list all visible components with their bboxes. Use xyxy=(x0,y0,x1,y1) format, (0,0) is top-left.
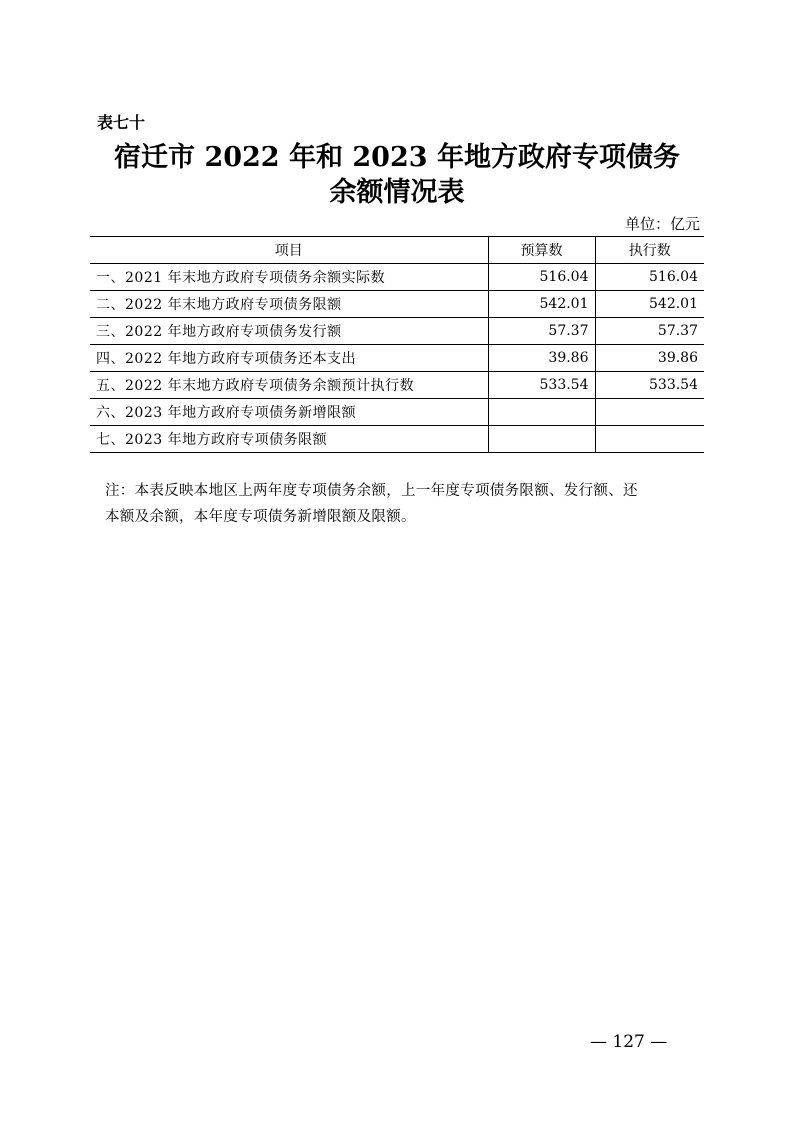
row-budget: 516.04 xyxy=(488,264,595,291)
row-actual: 57.37 xyxy=(595,318,704,345)
header-item: 项目 xyxy=(90,237,488,264)
row-item: 四、2022 年地方政府专项债务还本支出 xyxy=(90,345,488,372)
row-budget xyxy=(488,399,595,426)
page-title: 宿迁市 2022 年和 2023 年地方政府专项债务 xyxy=(114,142,680,173)
row-actual xyxy=(595,426,704,453)
row-item: 七、2023 年地方政府专项债务限额 xyxy=(90,426,488,453)
row-budget: 533.54 xyxy=(488,372,595,399)
table-row xyxy=(90,264,704,291)
table-row xyxy=(90,318,704,345)
unit-label: 单位：亿元 xyxy=(624,215,700,233)
row-actual xyxy=(595,399,704,426)
row-budget: 39.86 xyxy=(488,345,595,372)
debt-table xyxy=(90,236,704,453)
table-header-row xyxy=(90,237,704,264)
row-actual: 533.54 xyxy=(595,372,704,399)
table-row xyxy=(90,345,704,372)
row-item: 三、2022 年地方政府专项债务发行额 xyxy=(90,318,488,345)
row-budget: 57.37 xyxy=(488,318,595,345)
row-actual: 39.86 xyxy=(595,345,704,372)
page-title-line2: 余额情况表 xyxy=(329,177,465,208)
table-row xyxy=(90,372,704,399)
row-item: 一、2021 年末地方政府专项债务余额实际数 xyxy=(90,264,488,291)
row-item: 六、2023 年地方政府专项债务新增限额 xyxy=(90,399,488,426)
table-row xyxy=(90,399,704,426)
table-note xyxy=(105,478,705,530)
table-label: 表七十 xyxy=(97,113,146,132)
header-budget: 预算数 xyxy=(488,237,595,264)
header-actual: 执行数 xyxy=(595,237,704,264)
row-budget: 542.01 xyxy=(488,291,595,318)
table-row xyxy=(90,291,704,318)
page-number: — 127 — xyxy=(590,1032,668,1052)
note-line: 本额及余额，本年度专项债务新增限额及限额。 xyxy=(105,509,416,525)
row-item: 五、2022 年末地方政府专项债务余额预计执行数 xyxy=(90,372,488,399)
row-item: 二、2022 年末地方政府专项债务限额 xyxy=(90,291,488,318)
note-line: 注：本表反映本地区上两年度专项债务余额，上一年度专项债务限额、发行额、还 xyxy=(105,483,638,499)
table-row xyxy=(90,426,704,453)
row-actual: 516.04 xyxy=(595,264,704,291)
row-budget xyxy=(488,426,595,453)
row-actual: 542.01 xyxy=(595,291,704,318)
